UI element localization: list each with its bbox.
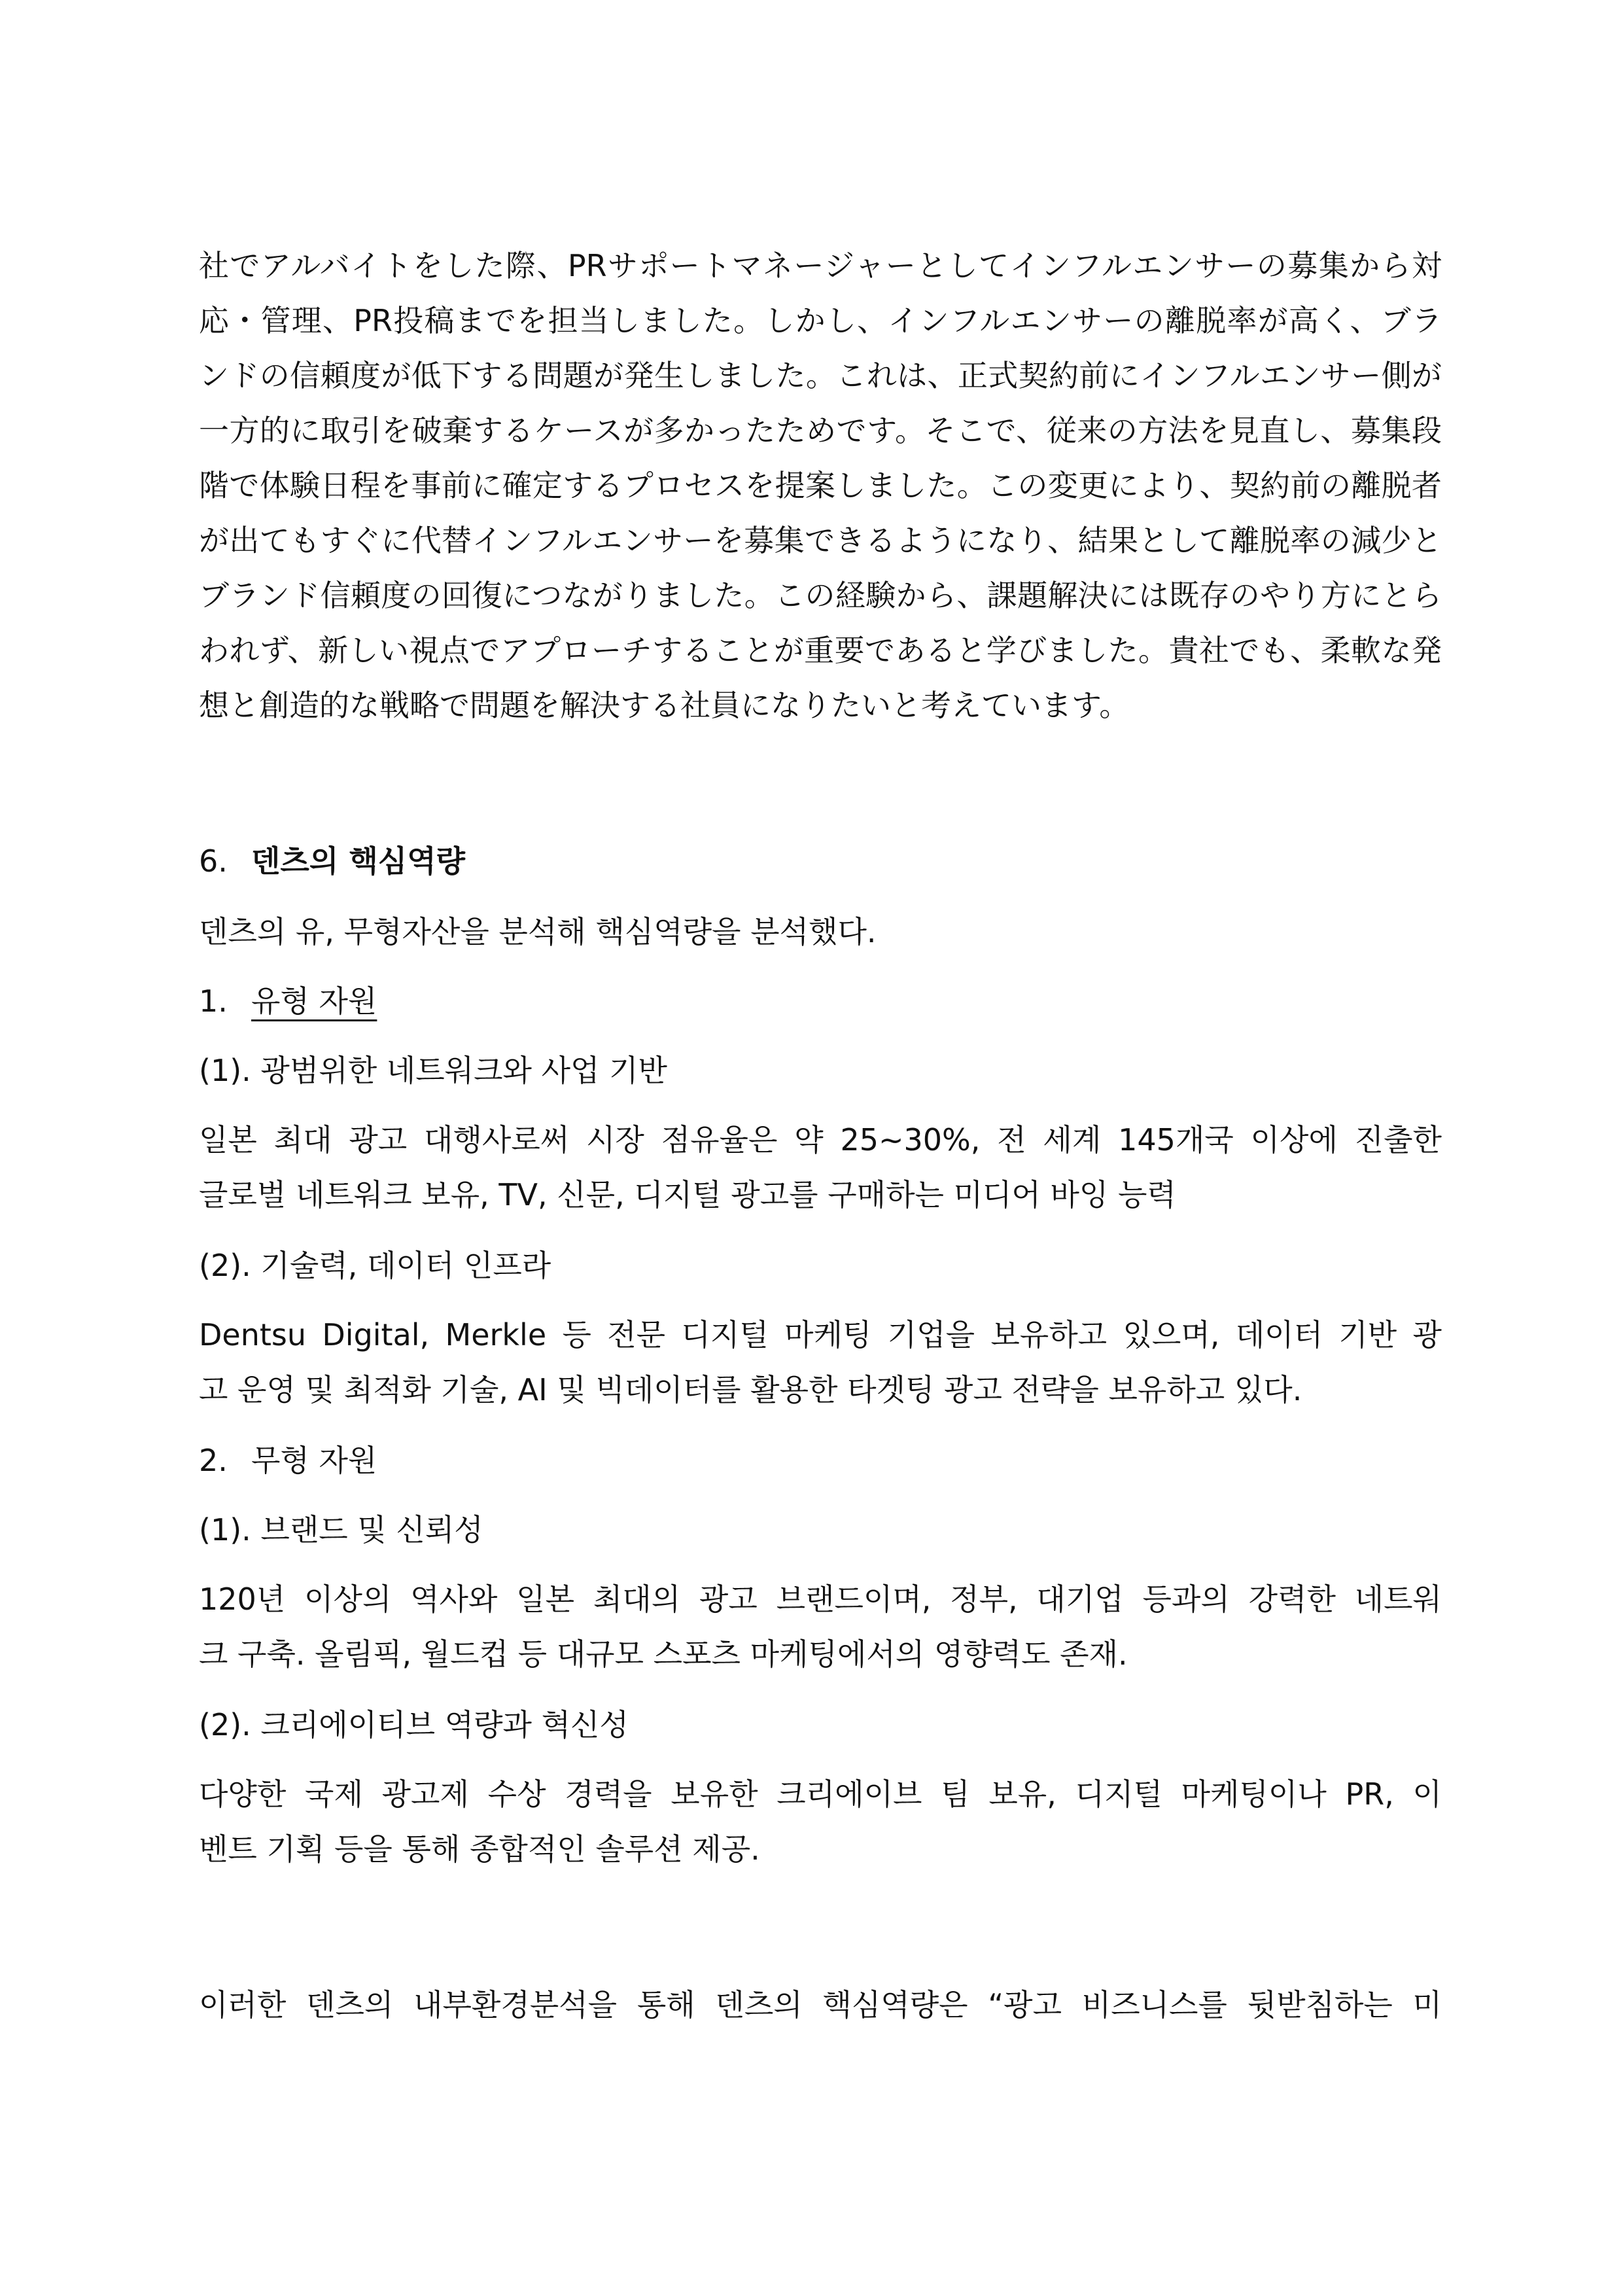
tangible-item1-body-2: 글로벌 네트워크 보유, TV, 신문, 디지털 광고를 구매하는 미디어 바잉 능력 — [199, 1177, 1176, 1212]
intro-line-4: 一方的に取引を破棄するケースが多かったためです。そこで、従来の方法を見直し、募集段 — [199, 413, 1442, 448]
section-title: 덴츠의 핵심역량 — [251, 843, 466, 879]
intro-line-6: が出てもすぐに代替インフルエンサーを募集できるようになり、結果として離脱率の減少と — [199, 523, 1442, 558]
intangible-number: 2. — [199, 1443, 228, 1478]
section-heading — [199, 841, 1442, 881]
tangible-heading — [199, 981, 1442, 1021]
intangible-item1-body-1: 120년 이상의 역사와 일본 최대의 광고 브랜드이며, 정부, 대기업 등과의 강력한 네트워 — [199, 1581, 1442, 1617]
tangible-title: 유형 자원 — [251, 983, 377, 1019]
intangible-item2-body-1: 다양한 국제 광고제 수상 경력을 보유한 크리에이브 팀 보유, 디지털 마케팅이나 PR, 이 — [199, 1776, 1442, 1812]
section-intro: 덴츠의 유, 무형자산을 분석해 핵심역량을 분석했다. — [199, 914, 877, 949]
intangible-title: 무형 자원 — [251, 1443, 377, 1478]
tangible-item2-body-1: Dentsu Digital, Merkle 등 전문 디지털 마케팅 기업을 보유하고 있으며, 데이터 기반 광 — [199, 1317, 1442, 1352]
section-number: 6. — [199, 843, 228, 879]
intangible-heading — [199, 1441, 1442, 1480]
tangible-item1-title: (1). 광범위한 네트워크와 사업 기반 — [199, 1053, 667, 1088]
conclusion-line: 이러한 덴츠의 내부환경분석을 통해 덴츠의 핵심역량은 “광고 비즈니스를 뒷받침하는 미 — [199, 1987, 1442, 2022]
tangible-item2-title: (2). 기술력, 데이터 인프라 — [199, 1248, 551, 1283]
intro-line-5: 階で体験日程を事前に確定するプロセスを提案しました。この変更により、契約前の離脱者 — [199, 468, 1442, 503]
intro-line-7: ブランド信頼度の回復につながりました。この経験から、課題解決には既存のやり方にとら — [199, 578, 1442, 613]
tangible-number: 1. — [199, 983, 228, 1019]
intangible-item1-title: (1). 브랜드 및 신뢰성 — [199, 1512, 483, 1547]
intangible-item2-title: (2). 크리에이티브 역량과 혁신성 — [199, 1707, 629, 1742]
intro-line-2: 応・管理、PR投稿までを担当しました。しかし、インフルエンサーの離脱率が高く、ブラ — [199, 303, 1442, 338]
intangible-item1-body-2: 크 구축. 올림픽, 월드컵 등 대규모 스포츠 마케팅에서의 영향력도 존재. — [199, 1636, 1128, 1672]
intro-line-1: 社でアルバイトをした際、PRサポートマネージャーとしてインフルエンサーの募集から対 — [199, 248, 1442, 283]
intro-line-3: ンドの信頼度が低下する問題が発生しました。これは、正式契約前にインフルエンサー側が — [199, 358, 1442, 393]
intangible-item2-body-2: 벤트 기획 등을 통해 종합적인 솔루션 제공. — [199, 1831, 760, 1867]
intro-line-8: われず、新しい視点でアプローチすることが重要であると学びました。貴社でも、柔軟な発 — [199, 633, 1442, 668]
tangible-item1-body-1: 일본 최대 광고 대행사로써 시장 점유율은 약 25~30%, 전 세계 145개국 이상에 진출한 — [199, 1122, 1442, 1157]
intro-line-9: 想と創造的な戦略で問題を解決する社員になりたいと考えています。 — [199, 688, 1130, 723]
tangible-item2-body-2: 고 운영 및 최적화 기술, AI 및 빅데이터를 활용한 타겟팅 광고 전략을 보유하고 있다. — [199, 1372, 1302, 1407]
